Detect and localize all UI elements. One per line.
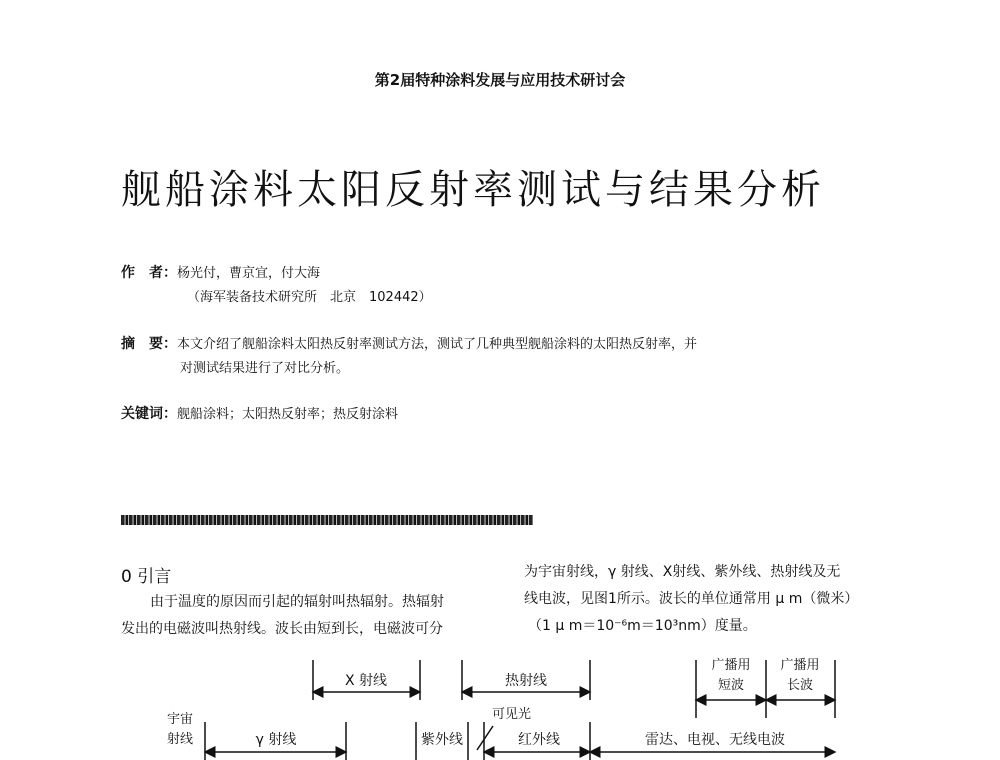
abstract-line-1 (121, 333, 697, 353)
label-cosmic-2: 射线 (166, 732, 194, 747)
right-paragraph-line-1: 为宇宙射线，γ 射线、X射线、紫外线、热射线及无 (524, 564, 841, 580)
left-paragraph-line-2: 发出的电磁波叫热射线。波长由短到长，电磁波可分 (121, 621, 443, 637)
label-gamma: γ 射线 (255, 732, 297, 748)
authors-label: 作 者： (121, 265, 177, 281)
right-paragraph-line-3: （1 μ m＝10⁻⁶m＝10³nm）度量。 (528, 618, 757, 634)
section-heading: 0 引言 (121, 567, 172, 587)
paper-title: 舰船涂料太阳反射率测试与结果分析 (121, 167, 825, 213)
right-paragraph-line-2: 线电波，见图1所示。波长的单位通常用 μ m（微米） (524, 591, 859, 607)
label-visible-light: 可见光 (492, 707, 532, 722)
label-uv: 紫外线 (421, 732, 463, 748)
author-names: 杨光付，曹京宜，付大海 (177, 266, 321, 281)
label-radio: 雷达、电视、无线电波 (645, 732, 785, 748)
keywords-text: 舰船涂料；太阳热反射率；热反射涂料 (177, 407, 399, 422)
affiliation: （海军装备技术研究所 北京 102442） (187, 290, 432, 305)
keywords-line (121, 403, 398, 423)
label-long-wave-2: 长波 (786, 678, 814, 693)
label-short-wave-2: 短波 (717, 678, 745, 693)
abstract-label: 摘 要： (121, 336, 177, 352)
visible-pointer (477, 726, 493, 750)
label-thermal: 热射线 (505, 673, 547, 689)
keywords-label: 关键词： (121, 406, 177, 422)
authors-line (121, 262, 320, 282)
abstract-text-1: 本文介绍了舰船涂料太阳热反射率测试方法，测试了几种典型舰船涂料的太阳热反射率，并 (177, 337, 698, 352)
label-xray: X 射线 (344, 673, 388, 689)
spectrum-figure (150, 650, 850, 760)
section-divider (121, 515, 533, 525)
abstract-text-2: 对测试结果进行了对比分析。 (180, 361, 350, 376)
label-short-wave-1: 广播用 (711, 658, 751, 673)
label-long-wave-1: 广播用 (780, 658, 820, 673)
label-infrared: 红外线 (518, 732, 560, 748)
left-paragraph-line-1: 由于温度的原因而引起的辐射叫热辐射。热辐射 (150, 594, 444, 610)
conference-header: 第2届特种涂料发展与应用技术研讨会 (374, 71, 626, 89)
label-cosmic-1: 宇宙 (166, 712, 194, 727)
